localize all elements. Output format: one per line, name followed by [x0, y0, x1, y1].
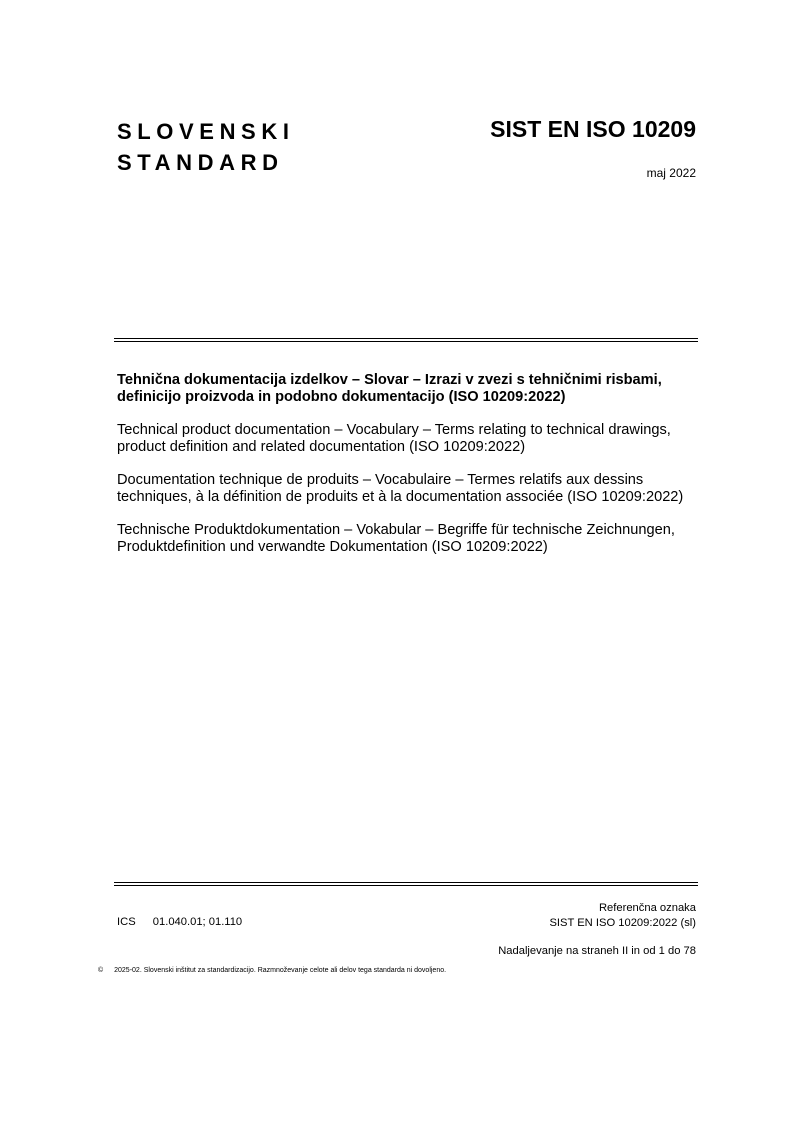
- title-slovenian: Tehnična dokumentacija izdelkov – Slovar – Izrazi v zvezi s tehničnimi risbami, definicijo proizvoda in podobno dokumentacijo (ISO 10209:2022): [117, 372, 662, 405]
- ics-codes: 01.040.01; 01.110: [152, 916, 243, 928]
- copyright-text: 2025-02. Slovenski inštitut za standardizacijo. Razmnoževanje celote ali delov tega standarda ni dovoljeno.: [114, 967, 447, 974]
- reference-label: Referenčna oznaka: [598, 902, 696, 914]
- reference-value: SIST EN ISO 10209:2022 (sl): [549, 917, 696, 929]
- title-french: Documentation technique de produits – Vocabulaire – Termes relatifs aux dessins techniques, à la définition de produits et à la documentation associée (ISO 10209:2022): [117, 472, 684, 505]
- title-german: Technische Produktdokumentation – Vokabular – Begriffe für technische Zeichnungen, Produktdefinition und verwandte Dokumentation (ISO 10209:2022): [117, 522, 675, 555]
- bottom-divider: [114, 882, 698, 886]
- ics-classification: [117, 916, 242, 928]
- top-divider: [114, 338, 698, 342]
- heading-line-slovenski: SLOVENSKI: [117, 119, 295, 144]
- title-block: [117, 372, 707, 572]
- copyright-notice: [98, 967, 446, 974]
- publication-date: maj 2022: [646, 166, 696, 180]
- standard-heading: [117, 116, 295, 178]
- title-english: Technical product documentation – Vocabulary – Terms relating to technical drawings, product definition and related documentation (ISO 10209:2022): [117, 422, 671, 455]
- page-continuation: Nadaljevanje na straneh II in od 1 do 78: [498, 945, 696, 957]
- ics-label: ICS: [117, 916, 136, 928]
- standard-number: SIST EN ISO 10209: [490, 116, 696, 142]
- copyright-symbol: ©: [98, 967, 104, 974]
- reference-block: [549, 901, 696, 931]
- heading-line-standard: STANDARD: [117, 150, 284, 175]
